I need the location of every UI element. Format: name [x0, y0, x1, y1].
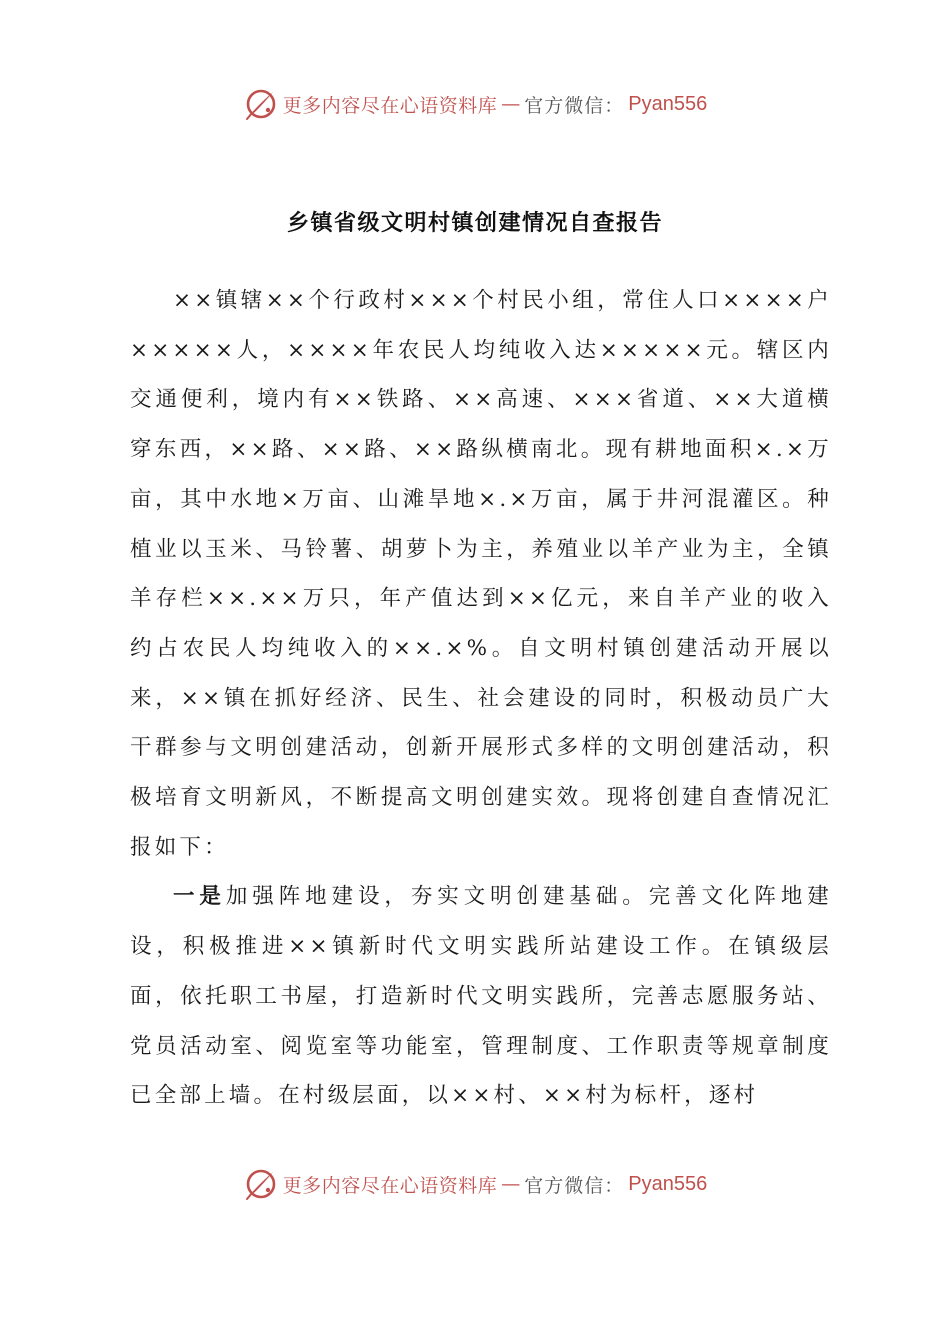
watermark-banner-top: [0, 82, 950, 126]
body-paragraph-intro: [130, 276, 832, 872]
watermark-banner-bottom: [0, 1162, 950, 1206]
watermark-content: [243, 1166, 708, 1202]
watermark-wechat-id: Pyan556: [628, 92, 708, 115]
watermark-content: [243, 86, 708, 122]
watermark-official-label: 官方微信：: [524, 94, 625, 117]
watermark-official-label: 官方微信：: [524, 1174, 625, 1197]
quill-logo-icon: [243, 86, 279, 122]
watermark-separator: —: [501, 93, 521, 115]
watermark-main-text: 更多内容尽在心语资料库: [282, 94, 498, 117]
body-paragraph-point-1: [130, 872, 832, 1121]
paragraph-text: ××镇辖××个行政村×××个村民小组，常住人口××××户×××××人，××××年农民人均纯收入达×××××元。辖区内交通便利，境内有××铁路、××高速、×××省道、××大道横穿东西，××路、××路、××路纵横南北。现有耕地面积×.×万亩，其中水地×万亩、山滩旱地×.×万亩，属于井河混灌区。种植业以玉米、马铃薯、胡萝卜为主，养殖业以羊产业为主，全镇羊存栏××.××万只，年产值达到××亿元，来自羊产业的收入约占农民人均纯收入的××.×%。自文明村镇创建活动开展以来，××镇在抓好经济、民生、社会建设的同时，积极动员广大干群参与文明创建活动，创新开展形式多样的文明创建活动，积极培育文明新风，不断提高文明创建实效。现将创建自查情况汇报如下：: [130, 288, 832, 860]
watermark-wechat-id: Pyan556: [628, 1172, 708, 1195]
quill-logo-icon: [243, 1166, 279, 1202]
paragraph-lead: 一是: [173, 884, 226, 910]
watermark-main-text: 更多内容尽在心语资料库: [282, 1174, 498, 1197]
document-body: [130, 276, 832, 1121]
document-title: 乡镇省级文明村镇创建情况自查报告: [286, 211, 663, 236]
watermark-separator: —: [501, 1173, 521, 1195]
paragraph-text: 加强阵地建设，夯实文明创建基础。完善文化阵地建设，积极推进××镇新时代文明实践所站建设工作。在镇级层面，依托职工书屋，打造新时代文明实践所，完善志愿服务站、党员活动室、阅览室等功能室，管理制度、工作职责等规章制度已全部上墙。在村级层面，以××村、××村为标杆，逐村: [130, 884, 832, 1109]
